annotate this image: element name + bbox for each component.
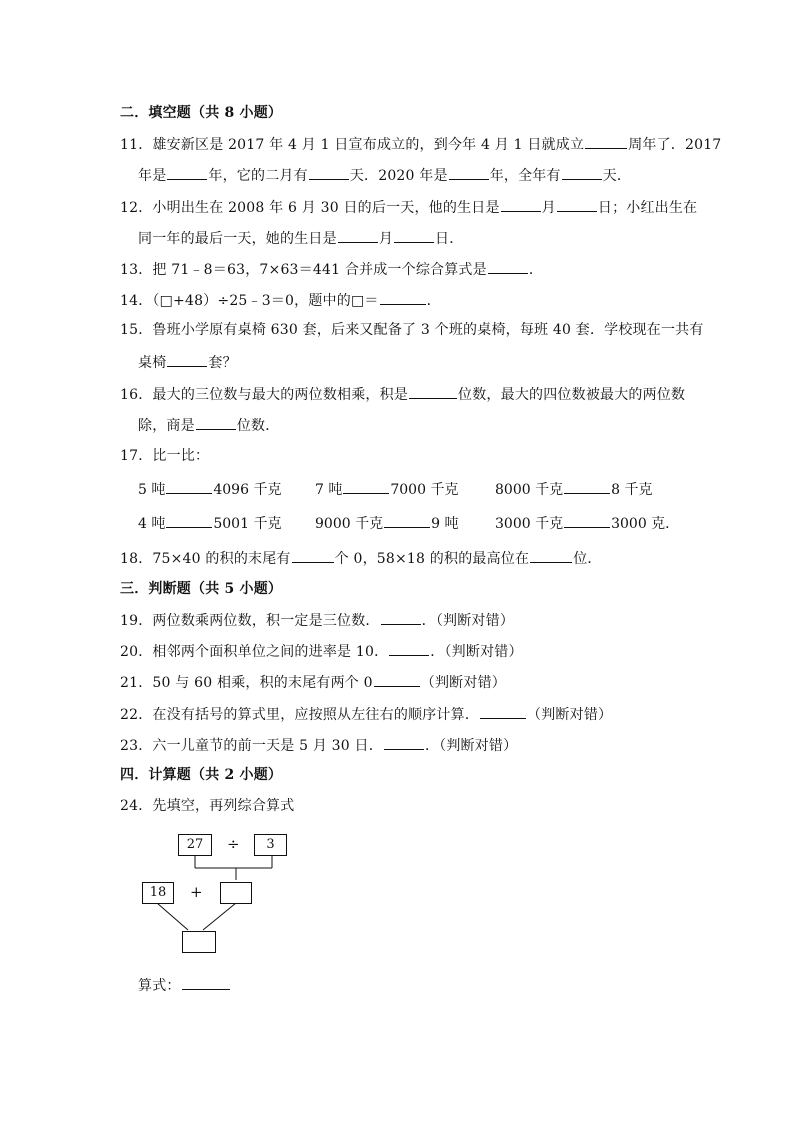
section-heading-calculation: 四．计算题（共 2 小题） — [120, 767, 283, 783]
answer-blank[interactable] — [309, 165, 349, 180]
compare-item: 8000 千克 8 千克 — [495, 479, 652, 499]
answer-blank[interactable] — [501, 197, 541, 212]
answer-blank[interactable] — [562, 165, 602, 180]
answer-blank[interactable] — [167, 352, 207, 367]
compare-item: 9000 千克 9 吨 — [315, 513, 458, 533]
answer-blank[interactable] — [167, 165, 207, 180]
calculation-tree-diagram — [140, 830, 300, 960]
number-box-3: 3 — [254, 834, 287, 856]
answer-blank[interactable] — [343, 479, 389, 494]
answer-blank[interactable] — [394, 228, 434, 243]
question-17-title: 17．比一比： — [120, 448, 210, 464]
answer-blank[interactable] — [389, 641, 429, 656]
number-box-27: 27 — [178, 834, 212, 856]
compare-item: 5 吨 4096 千克 — [138, 479, 281, 499]
section-heading-true-false: 三．判断题（共 5 小题） — [120, 581, 283, 597]
answer-blank[interactable] — [564, 479, 610, 494]
answer-blank[interactable] — [449, 165, 489, 180]
question-20: 20．相邻两个面积单位之间的进率是 10． ．（判断对错） — [120, 641, 523, 661]
compare-item: 3000 千克 3000 克． — [495, 513, 679, 533]
question-23: 23．六一儿童节的前一天是 5 月 30 日． ．（判断对错） — [120, 735, 517, 755]
answer-blank[interactable] — [292, 548, 334, 563]
question-12-line2: 同一年的最后一天，她的生日是 月 日． — [138, 228, 463, 248]
question-11-line1: 11．雄安新区是 2017 年 4 月 1 日宣布成立的，到今年 4 月 1 日就成立 周年了．2017 — [120, 134, 721, 154]
answer-blank[interactable] — [564, 513, 610, 528]
question-16-line1: 16．最大的三位数与最大的两位数相乘，积是 位数，最大的四位数被最大的两位数 — [120, 384, 685, 404]
answer-blank[interactable] — [384, 513, 430, 528]
answer-box-quotient[interactable] — [220, 882, 252, 904]
answer-box-result[interactable] — [182, 931, 216, 953]
question-12-line1: 12．小明出生在 2008 年 6 月 30 日的后一天，他的生日是 月 日；小红出生在 — [120, 197, 697, 217]
answer-blank[interactable] — [166, 479, 212, 494]
answer-blank[interactable] — [380, 290, 426, 305]
divide-operator: ÷ — [227, 835, 240, 853]
answer-blank[interactable] — [585, 134, 627, 149]
question-18: 18．75×40 的积的末尾有 个 0，58×18 的积的最高位在 位． — [120, 548, 602, 568]
question-21: 21．50 与 60 相乘，积的末尾有两个 0 （判断对错） — [120, 672, 506, 692]
answer-blank[interactable] — [488, 259, 528, 274]
answer-blank[interactable] — [166, 513, 212, 528]
question-19: 19．两位数乘两位数，积一定是三位数． ．（判断对错） — [120, 610, 514, 630]
answer-blank[interactable] — [409, 384, 457, 399]
formula-blank[interactable] — [182, 975, 230, 990]
answer-blank[interactable] — [557, 197, 597, 212]
compare-item: 4 吨 5001 千克 — [138, 513, 281, 533]
answer-blank[interactable] — [384, 735, 424, 750]
plus-operator: + — [190, 883, 203, 901]
answer-blank[interactable] — [338, 228, 378, 243]
answer-blank[interactable] — [480, 704, 526, 719]
question-11-line2: 年是 年，它的二月有 天．2020 年是 年，全年有 天． — [138, 165, 631, 185]
question-15-line2: 桌椅 套？ — [138, 352, 237, 372]
compare-item: 7 吨 7000 千克 — [315, 479, 458, 499]
number-box-18: 18 — [142, 882, 174, 904]
answer-blank[interactable] — [381, 610, 421, 625]
section-heading-fill-in: 二．填空题（共 8 小题） — [120, 105, 283, 121]
question-13: 13．把 71﹣8＝63，7×63＝441 合并成一个综合算式是 ． — [120, 259, 543, 279]
question-22: 22．在没有括号的算式里，应按照从左往右的顺序计算． （判断对错） — [120, 704, 612, 724]
question-14: 14．（□+48）÷25﹣3＝0，题中的□＝ ． — [120, 290, 441, 310]
answer-blank[interactable] — [374, 672, 420, 687]
question-16-line2: 除，商是 位数． — [138, 415, 279, 435]
question-24-title: 24．先填空，再列综合算式 — [120, 798, 295, 814]
answer-blank[interactable] — [196, 415, 236, 430]
question-15-line1: 15．鲁班小学原有桌椅 630 套，后来又配备了 3 个班的桌椅，每班 40 套．学校现在一共有 — [120, 322, 704, 338]
formula-line: 算式： — [138, 975, 231, 995]
answer-blank[interactable] — [530, 548, 572, 563]
